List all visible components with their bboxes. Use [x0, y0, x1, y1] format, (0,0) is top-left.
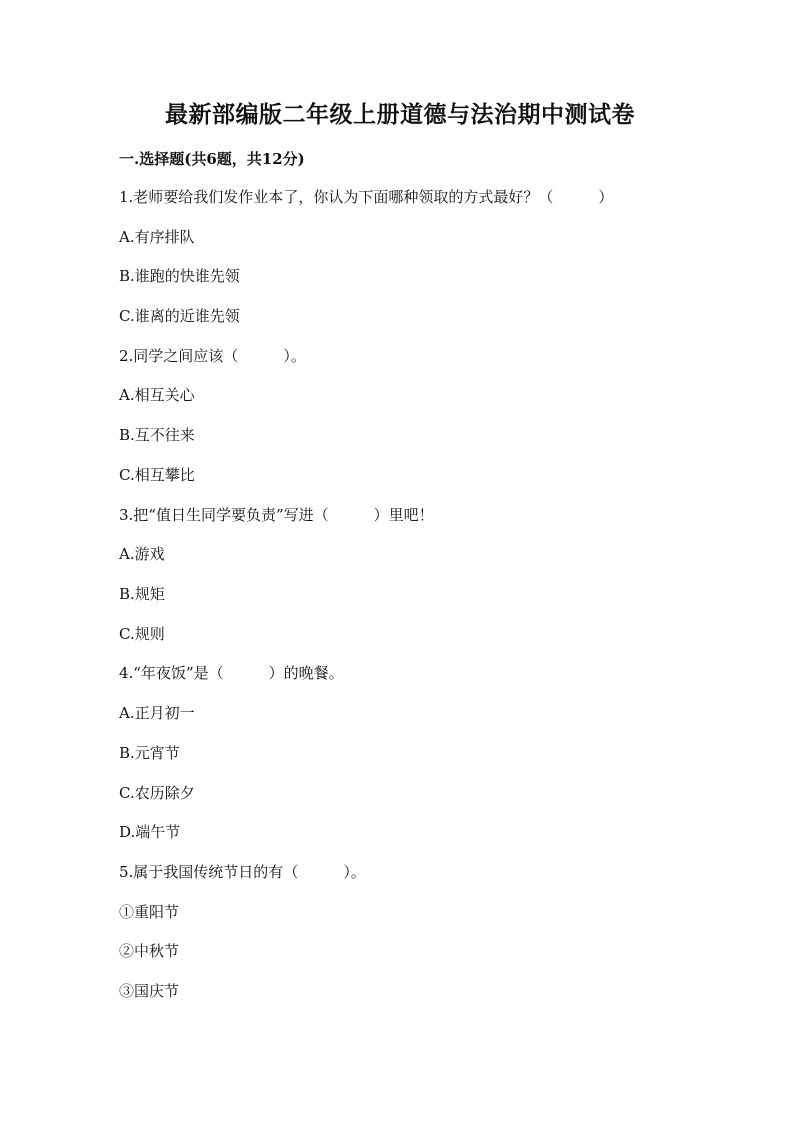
question-5-stem: 5.属于我国传统节日的有（ ）。	[119, 863, 366, 881]
question-5-option-1: ①重阳节	[119, 903, 180, 921]
question-1-option-c: C.谁离的近谁先领	[119, 307, 240, 325]
question-5-option-3: ③国庆节	[119, 982, 180, 1000]
question-5-option-2: ②中秋节	[119, 942, 180, 960]
section-header: 一.选择题(共6题，共12分)	[119, 150, 305, 168]
page-title: 最新部编版二年级上册道德与法治期中测试卷	[165, 101, 635, 128]
question-2-option-b: B.互不往来	[119, 426, 195, 444]
question-4-option-d: D.端午节	[119, 823, 181, 841]
question-4-option-b: B.元宵节	[119, 744, 180, 762]
question-1-stem: 1.老师要给我们发作业本了，你认为下面哪种领取的方式最好？（ ）	[119, 188, 614, 206]
question-3-option-b: B.规矩	[119, 585, 165, 603]
question-4-stem: 4.“年夜饭”是（ ）的晚餐。	[119, 664, 344, 682]
question-2-option-a: A.相互关心	[119, 386, 195, 404]
question-4-option-a: A.正月初一	[119, 704, 195, 722]
question-1-option-b: B.谁跑的快谁先领	[119, 267, 240, 285]
question-1-option-a: A.有序排队	[119, 228, 195, 246]
question-3-stem: 3.把“值日生同学要负责”写进（ ）里吧！	[119, 506, 434, 524]
question-2-stem: 2.同学之间应该（ ）。	[119, 347, 306, 365]
question-3-option-c: C.规则	[119, 625, 165, 643]
question-2-option-c: C.相互攀比	[119, 466, 195, 484]
question-3-option-a: A.游戏	[119, 545, 165, 563]
question-4-option-c: C.农历除夕	[119, 784, 195, 802]
